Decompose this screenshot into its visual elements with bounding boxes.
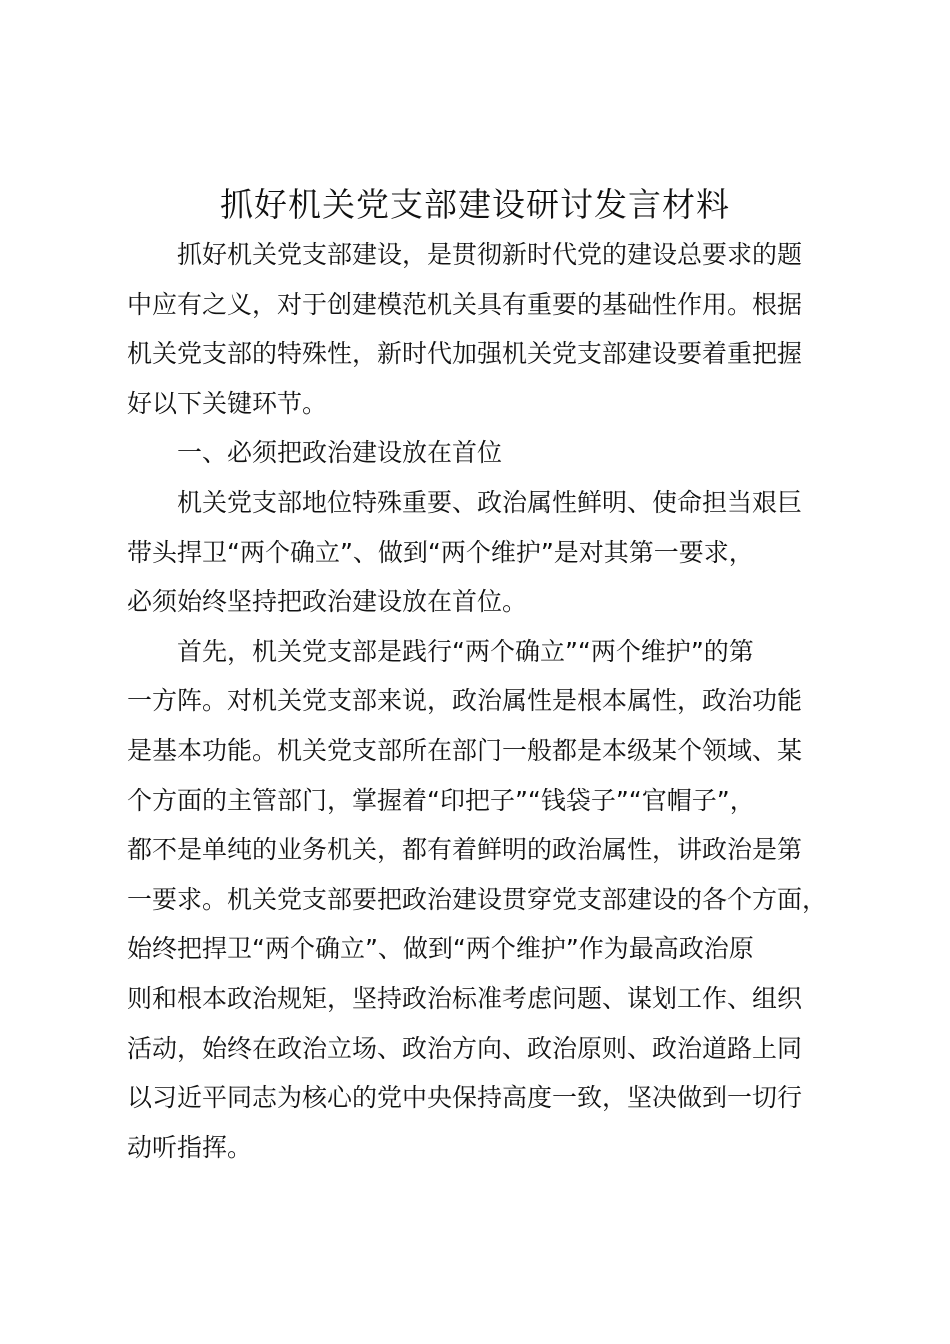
text-line: 动听指挥。 xyxy=(127,1132,253,1162)
text-line: 中应有之义，对于创建模范机关具有重要的基础性作用。根据 xyxy=(127,289,803,319)
text-line: 一、必须把政治建设放在首位 xyxy=(177,438,503,468)
document-body xyxy=(127,230,833,1172)
text-line: 一要求。机关党支部要把政治建设贯穿党支部建设的各个方面， xyxy=(127,884,828,914)
text-line: 机关党支部的特殊性，新时代加强机关党支部建设要着重把握 xyxy=(127,339,803,369)
text-line: 是基本功能。机关党支部所在部门一般都是本级某个领域、某 xyxy=(127,735,803,765)
text-line: 首先，机关党支部是践行“两个确立”“两个维护”的第 xyxy=(177,636,754,666)
paragraph-first-point xyxy=(127,627,833,1173)
paragraph-intro xyxy=(127,230,833,428)
text-line: 抓好机关党支部建设，是贯彻新时代党的建设总要求的题 xyxy=(177,240,803,269)
text-line: 以习近平同志为核心的党中央保持高度一致，坚决做到一切行 xyxy=(127,1083,803,1113)
text-line: 则和根本政治规矩，坚持政治标准考虑问题、谋划工作、组织 xyxy=(127,983,803,1013)
text-line: 带头捍卫“两个确立”、做到“两个维护”是对其第一要求， xyxy=(127,537,754,567)
text-line: 活动，始终在政治立场、政治方向、政治原则、政治道路上同 xyxy=(127,1033,803,1063)
text-line: 必须始终坚持把政治建设放在首位。 xyxy=(127,587,528,617)
text-line: 都不是单纯的业务机关，都有着鲜明的政治属性，讲政治是第 xyxy=(127,835,803,865)
text-line: 一方阵。对机关党支部来说，政治属性是根本属性，政治功能 xyxy=(127,686,803,716)
text-line: 好以下关键环节。 xyxy=(127,388,328,418)
text-line: 个方面的主管部门，掌握着“印把子”“钱袋子”“官帽子”， xyxy=(127,785,755,815)
text-line: 始终把捍卫“两个确立”、做到“两个维护”作为最高政治原 xyxy=(127,934,754,964)
paragraph-section-summary xyxy=(127,478,833,627)
text-line: 机关党支部地位特殊重要、政治属性鲜明、使命担当艰巨 xyxy=(177,487,803,517)
section-heading xyxy=(127,428,833,478)
document-title: 抓好机关党支部建设研讨发言材料 xyxy=(220,185,730,224)
